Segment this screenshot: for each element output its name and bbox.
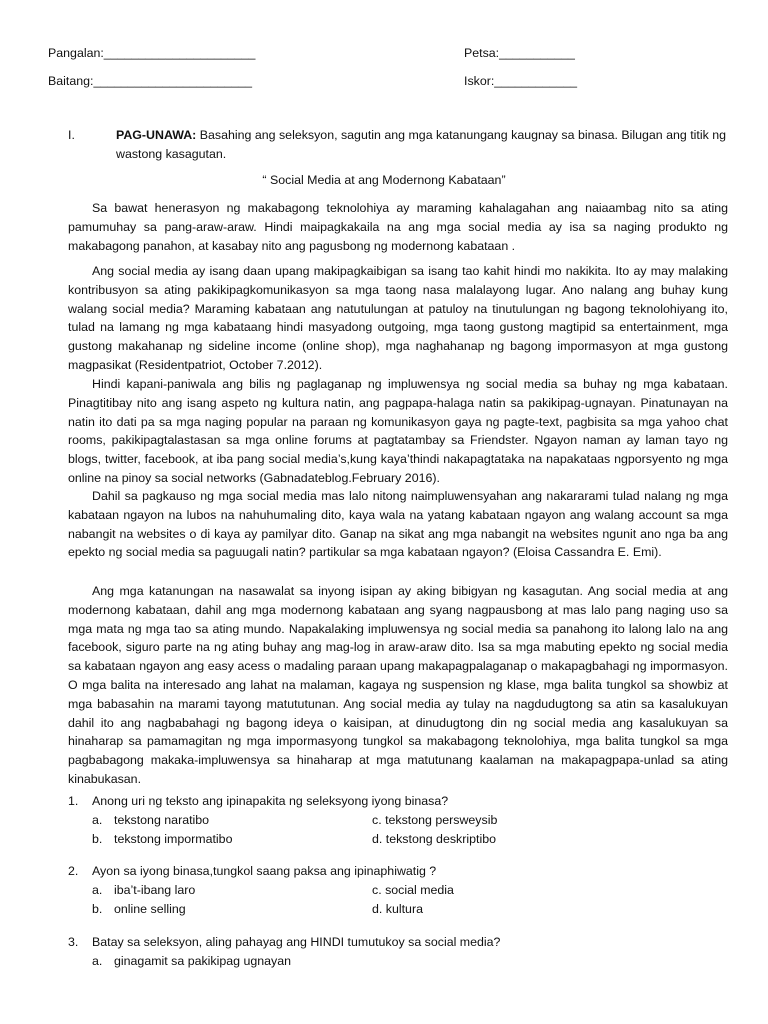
question-2 (68, 862, 728, 918)
option-row (68, 830, 728, 849)
option-row (68, 952, 728, 971)
option-letter[interactable]: a. (92, 812, 103, 827)
question-text: Ayon sa iyong binasa,tungkol saang paksa ang ipinaphiwatig ? (92, 864, 437, 878)
question-number: 2. (68, 864, 79, 878)
question-text: Batay sa seleksyon, aling pahayag ang HINDI tumutukoy sa social media? (92, 935, 501, 949)
option-right[interactable]: c. social media (372, 882, 454, 897)
instructions-body: Basahing ang seleksyon, sagutin ang mga katanungang kaugnay sa binasa. Bilugan ang titik ng wastong kasagutan. (116, 128, 727, 161)
question-number: 3. (68, 935, 79, 949)
paragraph-3: Hindi kapani-paniwala ang bilis ng paglaganap ng impluwensya ng social media sa buhay ng mga kabataan. Pinagtitibay nito ang isang aspeto ng kultura natin, ang pagpapa-halaga natin sa pakikipag-ugnayan. Pinatunayan na natin ito dati pa sa mga naging popular na paraan ng komunikasyon gaya ng pagte-text, pagbisita sa mga yahoo chat rooms, pakikipagtalastasan sa mga online forums at pagtatambay sa Friendster. Ngayon naman ay laman tayo ng blogs, twitter, facebook, at iba pang social media’s,kung kaya’thindi nakapagtataka na napakataas ngporsyento ng mga online na pinoy sa social networks (Gabnadateblog.February 2016). (68, 377, 728, 485)
question-number: 1. (68, 794, 79, 808)
paragraph-2: Ang social media ay isang daan upang makipagkaibigan sa isang tao kahit hindi mo nakikita. Ito ay may malaking kontribusyon sa ating pakikipagkomunikasyon sa mga taong nasa malalayong lugar. Ano nalang ang buhay kung walang social media? Maraming kabataan ang natutulungan at patuloy na tinutulungan ng bagong teknolohiyang ito, tulad na lamang ng mga kabataang hindi masyadong outgoing, mga taong gustong magtipid sa entertainment, mga gustong makahanap ng sideline income (online shop), mga naghahanap ng bagong impormasyon at mga gustong magpasikat (Residentpatriot, October 7.2012). (68, 264, 728, 372)
question-text: Anong uri ng teksto ang ipinapakita ng seleksyong iyong binasa? (92, 794, 449, 808)
option-letter[interactable]: a. (92, 882, 103, 897)
option-row (68, 881, 728, 900)
option-right[interactable]: d. kultura (372, 901, 423, 916)
section-instructions (68, 126, 728, 164)
question-1 (68, 792, 728, 848)
paragraph-5: Ang mga katanungan na nasawalat sa inyong isipan ay aking bibigyan ng kasagutan. Ang social media at ang modernong kabataan, dahil ang mga modernong kabataan ang syang nagpausbong at mas lalo pang naging uso sa mga mata ng mga tao sa ating mundo. Napakalaking impluwensya ng social media sa panahong ito lalong lalo na ang facebook, siguro parte na ng ating buhay ang mag-log in araw-araw dito. Isa sa mga mabuting epekto ng social media sa kabataan ngayon ang easy acess o madaling paraan upang makapagpalaganap o makapagbahagi ng impormasyon. O mga balita na interesado ang lahat na malaman, kagaya ng suspension ng klase, mga balita tungkol sa showbiz at mga babasahin na marami tayong matututunan. Ang social media ay tulay na nagdudugtong sa atin sa kasalukuyan dahil ito ang nagbabahagi ng bagong ideya o kaisipan, at dinudugtong din ng social media ang kasalukuyan sa hinaharap sa pamamagitan ng mga impormasyong tungkol sa makabagong teknolohiya, mga balita tungkol sa mga pagbabagong makaka-impluwensya sa hinaharap at mga matutunang kaalaman na makapagpapa-unlad sa ating kinabukasan. (68, 584, 728, 786)
option-right[interactable]: c. tekstong persweysib (372, 812, 498, 827)
question-3 (68, 933, 728, 971)
option-text[interactable]: ginagamit sa pakikipag ugnayan (114, 953, 292, 968)
option-letter[interactable]: b. (92, 831, 103, 846)
option-text[interactable]: tekstong naratibo (114, 812, 210, 827)
option-letter[interactable]: a. (92, 953, 103, 968)
date-field-label: Petsa:___________ (464, 46, 575, 60)
grade-field-label: Baitang:_______________________ (48, 74, 252, 88)
instructions-text (116, 126, 728, 164)
paragraph-1: Sa bawat henerasyon ng makabagong teknolohiya ay maraming kahalagahan ang naiaambag nito sa ating pamumuhay sa pang-araw-araw. Hindi maipagkakaila na ang mga social media ay isa sa naging produkto ng makabagong panahon, at kasabay nito ang pagusbong ng modernong kabataan . (68, 201, 728, 253)
name-field-label: Pangalan:______________________ (48, 46, 256, 60)
option-text[interactable]: online selling (114, 901, 186, 916)
section-heading: PAG-UNAWA: (116, 128, 197, 142)
option-right[interactable]: d. tekstong deskriptibo (372, 831, 496, 846)
paragraph-4: Dahil sa pagkauso ng mga social media mas lalo nitong naimpluwensyahan ang nakararami tulad nalang ng mga kabataan ngayon na lubos na nahuhumaling dito, kaya wala na yatang kabataan ngayon ang walang account sa mga nabangit na websites o di kaya ay pamilyar dito. Ganap na sikat ang mga nabangit na websites ngunit ano nga ba ang epekto ng social media sa paguugali natin? partikular sa mga kabataan ngayon? (Eloisa Cassandra E. Emi). (68, 489, 728, 560)
option-letter[interactable]: b. (92, 901, 103, 916)
reading-title: “ Social Media at ang Modernong Kabataan” (262, 173, 506, 187)
section-number: I. (68, 128, 75, 142)
option-text[interactable]: tekstong impormatibo (114, 831, 233, 846)
option-row (68, 900, 728, 919)
score-field-label: Iskor:____________ (464, 74, 577, 88)
option-row (68, 811, 728, 830)
option-text[interactable]: iba’t-ibang laro (114, 882, 196, 897)
